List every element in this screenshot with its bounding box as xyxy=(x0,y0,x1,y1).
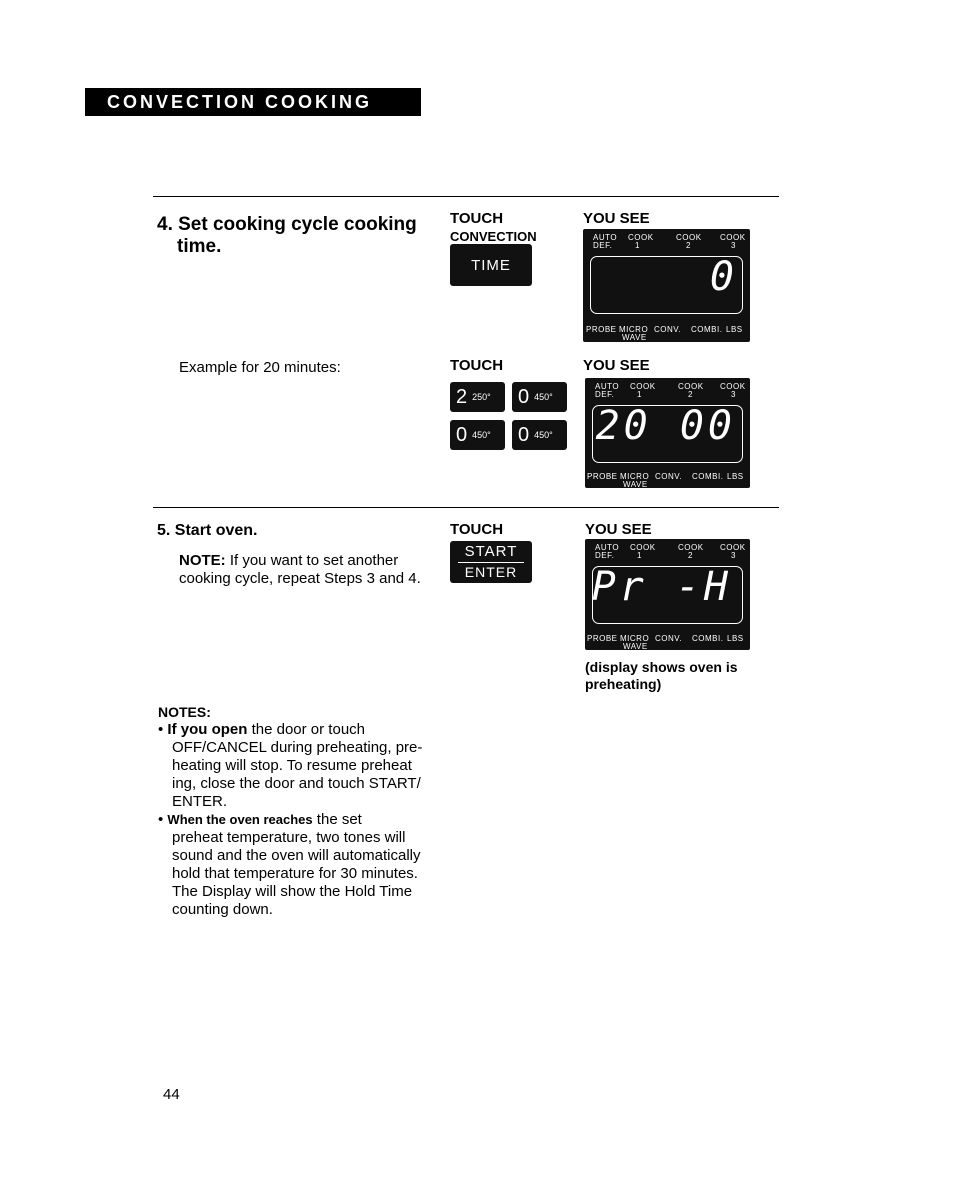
display-digits-1: 0 xyxy=(709,254,738,300)
label-auto: AUTO xyxy=(595,382,620,391)
label-combi: COMBI. xyxy=(692,472,724,481)
you-see-label-3: YOU SEE xyxy=(585,521,652,538)
display-panel-2 xyxy=(585,378,750,488)
step5-title: 5. Start oven. xyxy=(157,522,258,539)
label-conv: CONV. xyxy=(654,325,682,334)
label-cook-1: COOK xyxy=(630,382,656,391)
label-wave: WAVE xyxy=(623,642,648,651)
step4-title: 4. Set cooking cycle cooking time. xyxy=(157,214,417,257)
label-num-3: 3 xyxy=(731,390,736,399)
start-enter-key[interactable]: START ENTER xyxy=(450,541,532,583)
preheat-caption: (display shows oven is preheating) xyxy=(585,659,738,692)
label-lbs: LBS xyxy=(727,634,744,643)
label-cook-1: COOK xyxy=(630,543,656,552)
label-num-2: 2 xyxy=(688,390,693,399)
step5-note: NOTE: If you want to set another cooking cycle, repeat Steps 3 and 4. xyxy=(179,552,421,587)
display-panel-3 xyxy=(585,539,750,650)
time-key[interactable]: TIME xyxy=(450,244,532,286)
divider-middle xyxy=(153,507,779,508)
display-digits-2: 20 00 xyxy=(595,403,736,449)
label-lbs: LBS xyxy=(726,325,743,334)
number-key-0[interactable]: 0 450° xyxy=(450,420,505,450)
you-see-label-2: YOU SEE xyxy=(583,357,650,374)
label-combi: COMBI. xyxy=(691,325,723,334)
label-cook-3: COOK xyxy=(720,543,746,552)
label-num-1: 1 xyxy=(637,390,642,399)
label-wave: WAVE xyxy=(622,333,647,342)
touch-label-1: TOUCH xyxy=(450,210,504,227)
label-cook-2: COOK xyxy=(676,233,702,242)
notes-heading: NOTES: xyxy=(158,704,211,720)
label-num-1: 1 xyxy=(637,551,642,560)
label-auto: AUTO xyxy=(595,543,620,552)
notes-section xyxy=(158,703,448,919)
label-conv: CONV. xyxy=(655,634,683,643)
touch-label-2: TOUCH xyxy=(450,357,504,374)
label-cook-1: COOK xyxy=(628,233,654,242)
label-cook-2: COOK xyxy=(678,382,704,391)
label-def: DEF. xyxy=(595,551,615,560)
label-num-3: 3 xyxy=(731,241,736,250)
list-item: • If you open the door or touch OFF/CANCEL during preheating, pre- heating will stop. To resume preheat ing, close the door and touch START/ ENTER. xyxy=(158,721,423,810)
section-header: CONVECTION COOKING xyxy=(85,88,421,116)
number-key-2[interactable]: 2 250° xyxy=(450,382,505,412)
label-num-3: 3 xyxy=(731,551,736,560)
label-auto: AUTO xyxy=(593,233,618,242)
label-cook-2: COOK xyxy=(678,543,704,552)
touch-label-3: TOUCH xyxy=(450,521,504,538)
divider-top xyxy=(153,196,779,197)
label-micro: MICRO xyxy=(619,325,649,334)
label-def: DEF. xyxy=(595,390,615,399)
label-probe: PROBE xyxy=(587,472,618,481)
label-conv: CONV. xyxy=(655,472,683,481)
label-probe: PROBE xyxy=(587,634,618,643)
list-item: • When the oven reaches the set preheat temperature, two tones will sound and the oven will automatically hold that temperature for 30 minutes. The Display will show the Hold Time counting down. xyxy=(158,811,421,918)
label-def: DEF. xyxy=(593,241,613,250)
label-num-1: 1 xyxy=(635,241,640,250)
label-num-2: 2 xyxy=(688,551,693,560)
you-see-label-1: YOU SEE xyxy=(583,210,650,227)
label-cook-3: COOK xyxy=(720,382,746,391)
example-text: Example for 20 minutes: xyxy=(179,359,341,376)
label-combi: COMBI. xyxy=(692,634,724,643)
number-key-0[interactable]: 0 450° xyxy=(512,382,567,412)
number-key-0[interactable]: 0 450° xyxy=(512,420,567,450)
label-micro: MICRO xyxy=(620,472,650,481)
page-number: 44 xyxy=(163,1086,180,1103)
label-num-2: 2 xyxy=(686,241,691,250)
convection-label: CONVECTION xyxy=(450,229,537,244)
label-probe: PROBE xyxy=(586,325,617,334)
display-digits-3: Pr -H xyxy=(591,564,732,610)
label-micro: MICRO xyxy=(620,634,650,643)
label-wave: WAVE xyxy=(623,480,648,489)
label-cook-3: COOK xyxy=(720,233,746,242)
label-lbs: LBS xyxy=(727,472,744,481)
display-panel-1 xyxy=(583,229,750,342)
